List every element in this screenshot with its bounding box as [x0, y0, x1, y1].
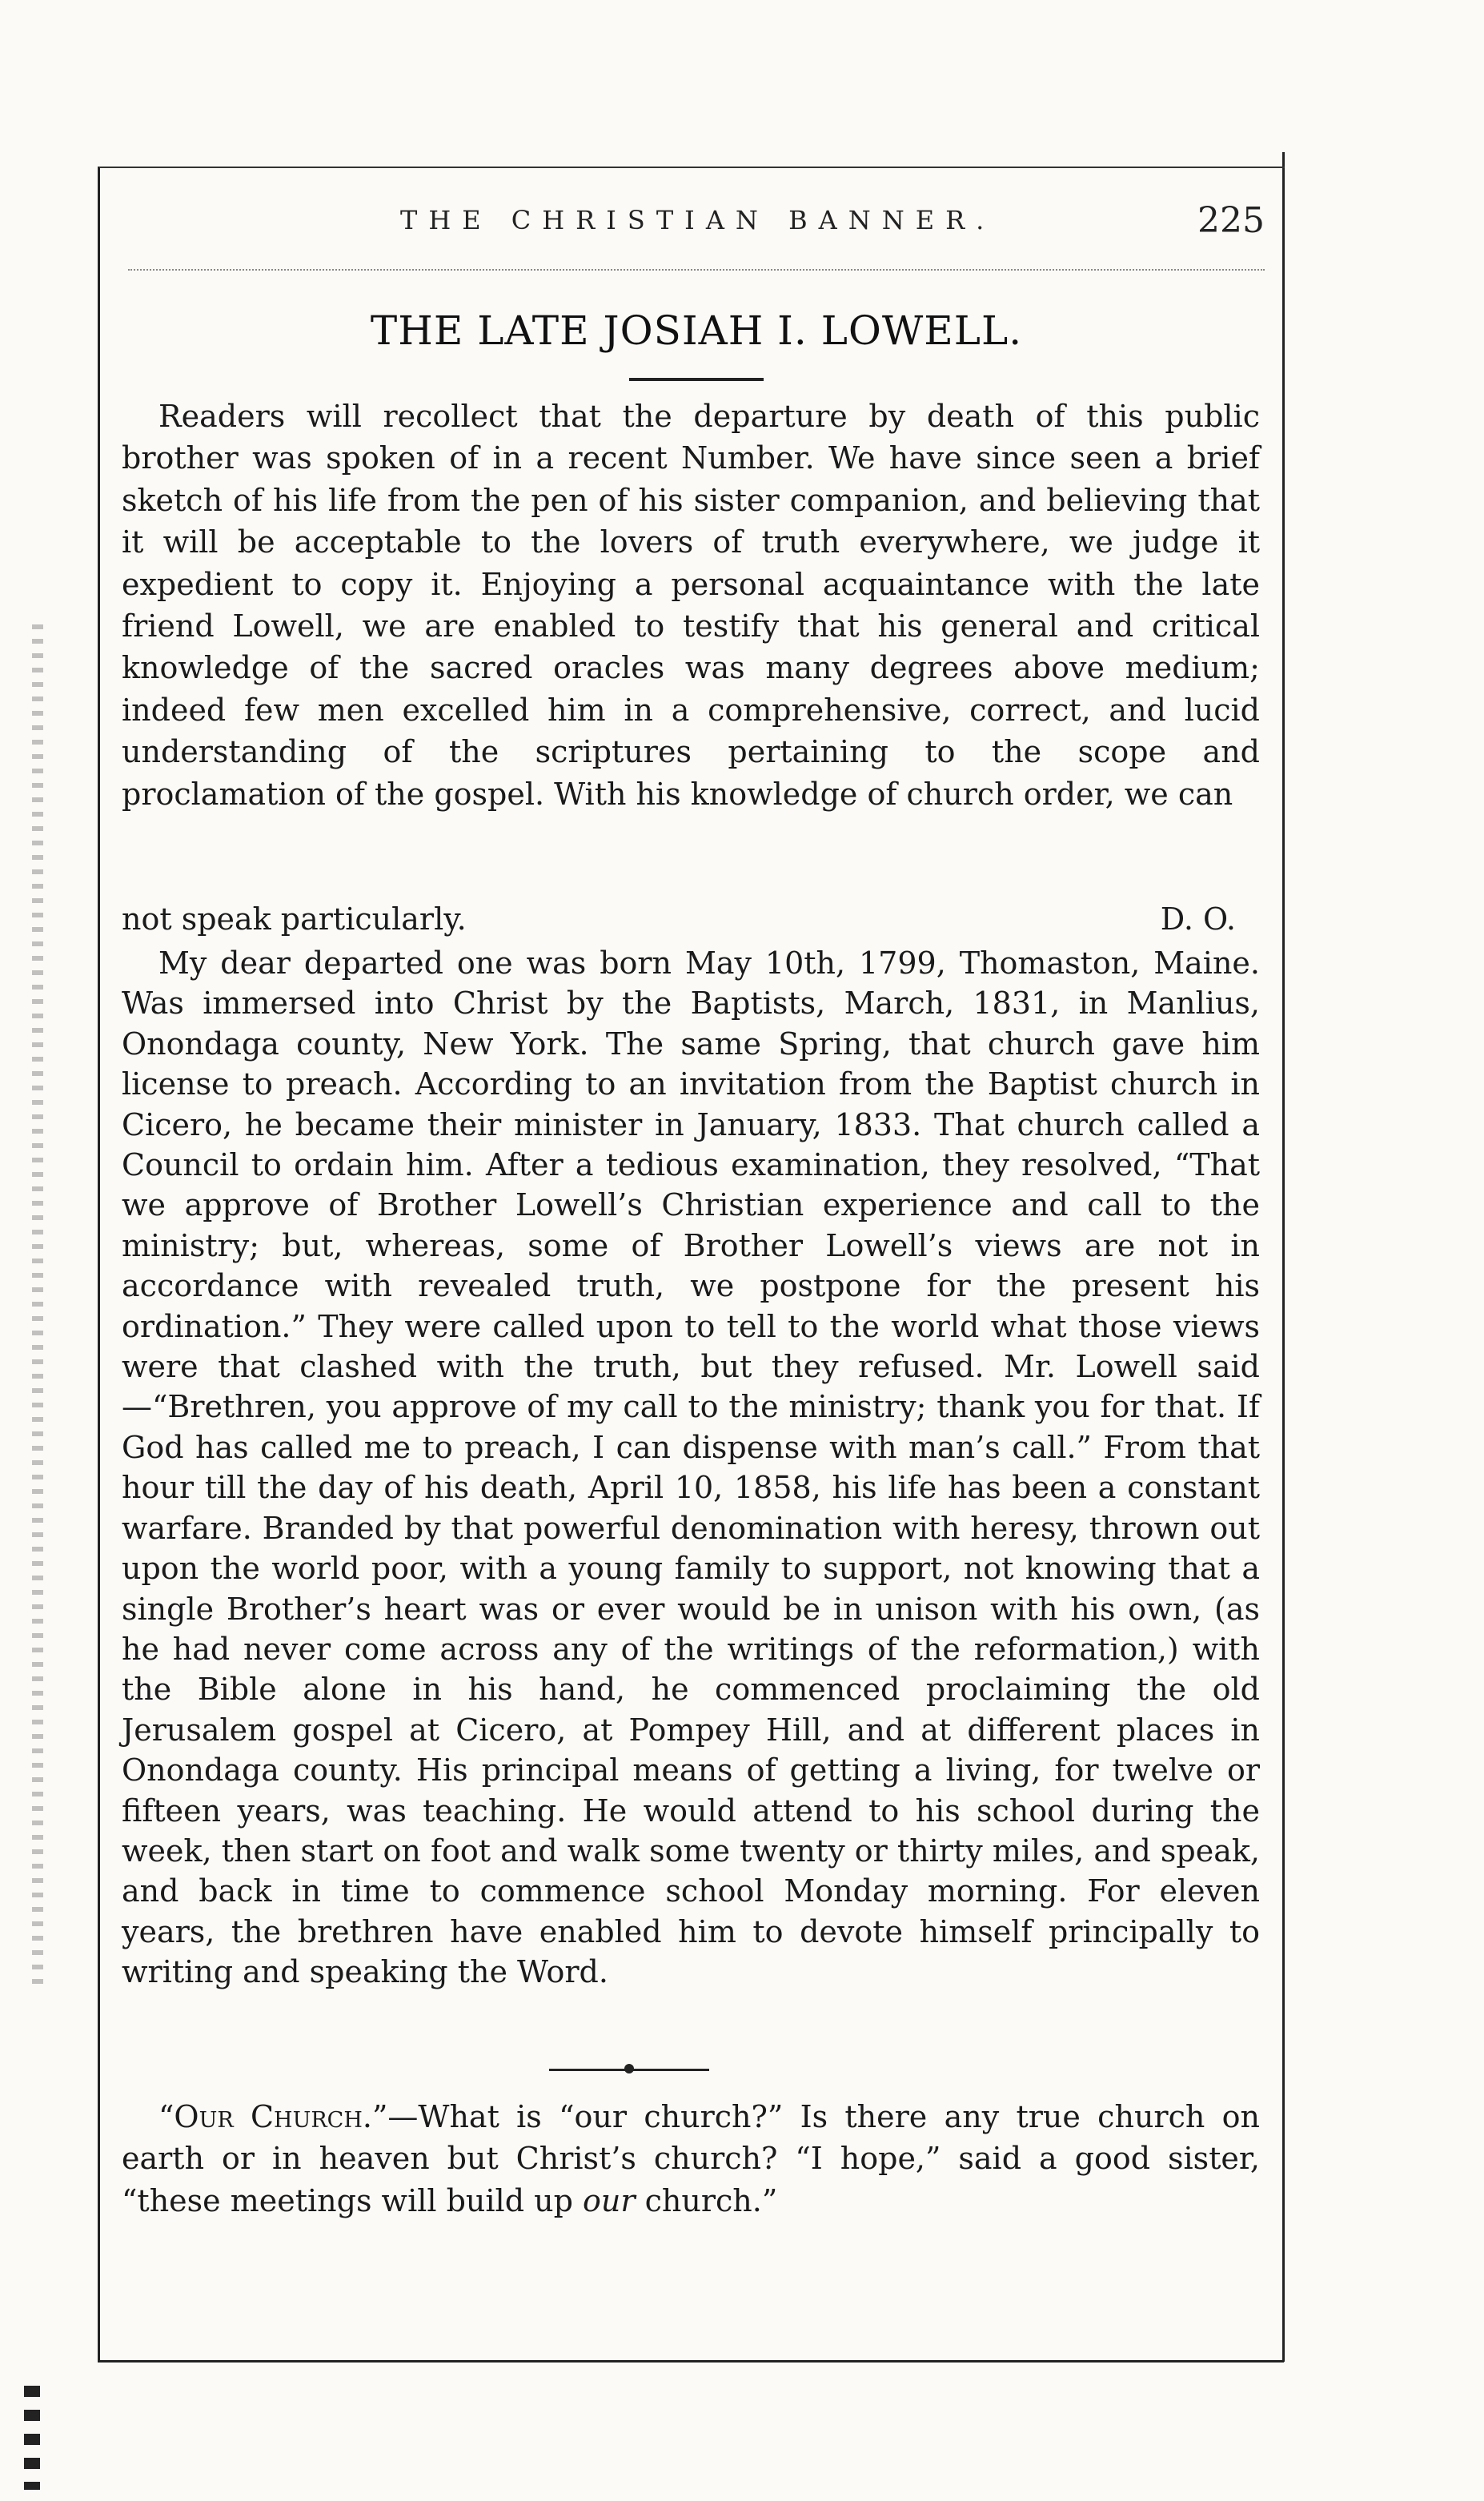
page-header — [128, 200, 1265, 248]
header-rule — [128, 269, 1265, 271]
bottom-border-rule — [98, 2360, 1284, 2363]
intro-last-line: not speak particularly. — [122, 901, 467, 937]
binding-margin — [32, 624, 43, 1985]
church-note-ending: church.” — [635, 2182, 778, 2218]
signature-line — [122, 898, 1260, 940]
biography-paragraph: My dear departed one was born May 10th, 1799, Thomaston, Maine. Was immersed into Christ by the Baptists, March, 1831, in Manlius, Onondaga county, New York. The same Spring, that church gave him license to preach. According to an invitation from the Baptist church in Cicero, he became their minister in January, 1833. That church called a Council to ordain him. After a tedious examination, they resolved, “That we approve of Brother Lowell’s Christian experience and call to the ministry; but, whereas, some of Brother Lowell’s views are not in accordance with revealed truth, we postpone for the present his ordination.” They were called upon to tell to the world what those views were that clashed with the truth, but they refused. Mr. Lowell said—“Brethren, you approve of my call to the ministry; thank you for that. If God has called me to preach, I can dispense with man’s call.” From that hour till the day of his death, April 10, 1858, his life has been a constant warfare. Branded by that powerful denomination with heresy, thrown out upon the world poor, with a young family to support, not knowing that a single Brother’s heart was or ever would be in unison with his own, (as he had never come across any of the writings of the reformation,) with the Bible alone in his hand, he commenced proclaiming the old Jerusalem gospel at Cicero, at Pompey Hill, and at different places in Onondaga county. His principal means of getting a living, for twelve or fifteen years, was teaching. He would attend to his school during the week, then start on foot and walk some twenty or thirty miles, and speak, and back in time to commence school Monday morning. For eleven years, the brethren have enabled him to devote himself principally to writing and speaking the Word. — [122, 945, 1260, 1990]
title-rule — [629, 378, 764, 381]
divider-ornament — [624, 2064, 634, 2073]
church-note-body: —What is “our church?” Is there any true church on earth or in heaven but Christ’s church? “I hope,” said a good sister, “these meetings will build up — [122, 2099, 1260, 2218]
church-note-paragraph — [122, 2096, 1260, 2222]
running-head: THE CHRISTIAN BANNER. — [400, 205, 996, 235]
church-note-heading: “Our Church.” — [158, 2099, 388, 2134]
article-title: THE LATE JOSIAH I. LOWELL. — [370, 307, 1023, 354]
author-initials: D. O. — [1160, 901, 1236, 937]
page-edge-mark — [24, 2386, 40, 2490]
church-note-emphasis: our — [583, 2182, 636, 2218]
page-number: 225 — [1197, 200, 1265, 241]
intro-paragraph: Readers will recollect that the departure by death of this public brother was spoken of in a recent Number. We have since seen a brief sketch of his life from the pen of his sister companion, and believing that it will be acceptable to the lovers of truth everywhere, we judge it expedient to copy it. Enjoying a personal acquaintance with the late friend Lowell, we are enabled to testify that his general and critical knowledge of the sacred oracles was many degrees above medium; indeed few men excelled him in a comprehensive, correct, and lucid understanding of the scriptures pertaining to the scope and proclamation of the gospel. With his knowledge of church order, we can — [122, 399, 1260, 812]
